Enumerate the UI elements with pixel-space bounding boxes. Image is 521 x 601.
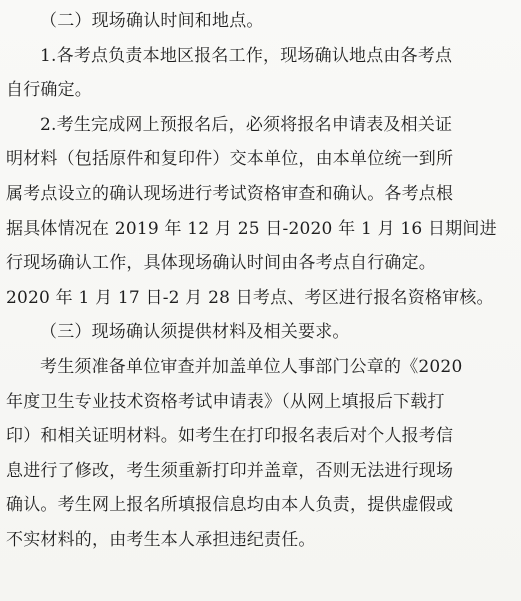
- paragraph-line-3: 印）和相关证明材料。如考生在打印报名表后对个人报考信: [6, 426, 454, 447]
- item-1-line-1: 1.各考点负责本地区报名工作，现场确认地点由各考点: [40, 45, 453, 66]
- paragraph-line-2: 年度卫生专业技术资格考试申请表》（从网上填报后下载打: [6, 391, 445, 412]
- section-heading-2: （二）现场确认时间和地点。: [40, 11, 264, 31]
- item-2-line-1: 2.考生完成网上预报名后，必须将报名申请表及相关证: [40, 114, 453, 135]
- item-2-line-6: 2020 年 1 月 17 日-2 月 28 日考点、考区进行报名资格审核。: [6, 287, 494, 308]
- item-1-line-2: 自行确定。: [6, 80, 92, 101]
- section-heading-3: （三）现场确认须提供材料及相关要求。: [40, 322, 350, 343]
- item-2-line-3: 属考点设立的确认现场进行考试资格审查和确认。各考点根: [6, 183, 454, 204]
- item-2-line-4: 据具体情况在 2019 年 12 月 25 日-2020 年 1 月 16 日期间进: [6, 218, 497, 239]
- paragraph-line-1: 考生须准备单位审查并加盖单位人事部门公章的《2020: [40, 356, 463, 377]
- item-2-line-2: 明材料（包括原件和复印件）交本单位，由本单位统一到所: [6, 149, 454, 170]
- paragraph-line-5: 确认。考生网上报名所填报信息均由本人负责，提供虚假或: [6, 495, 454, 516]
- item-2-line-5: 行现场确认工作，具体现场确认时间由各考点自行确定。: [6, 253, 436, 274]
- paragraph-line-6: 不实材料的，由考生本人承担违纪责任。: [6, 529, 316, 550]
- paragraph-line-4: 息进行了修改，考生须重新打印并盖章，否则无法进行现场: [6, 460, 454, 481]
